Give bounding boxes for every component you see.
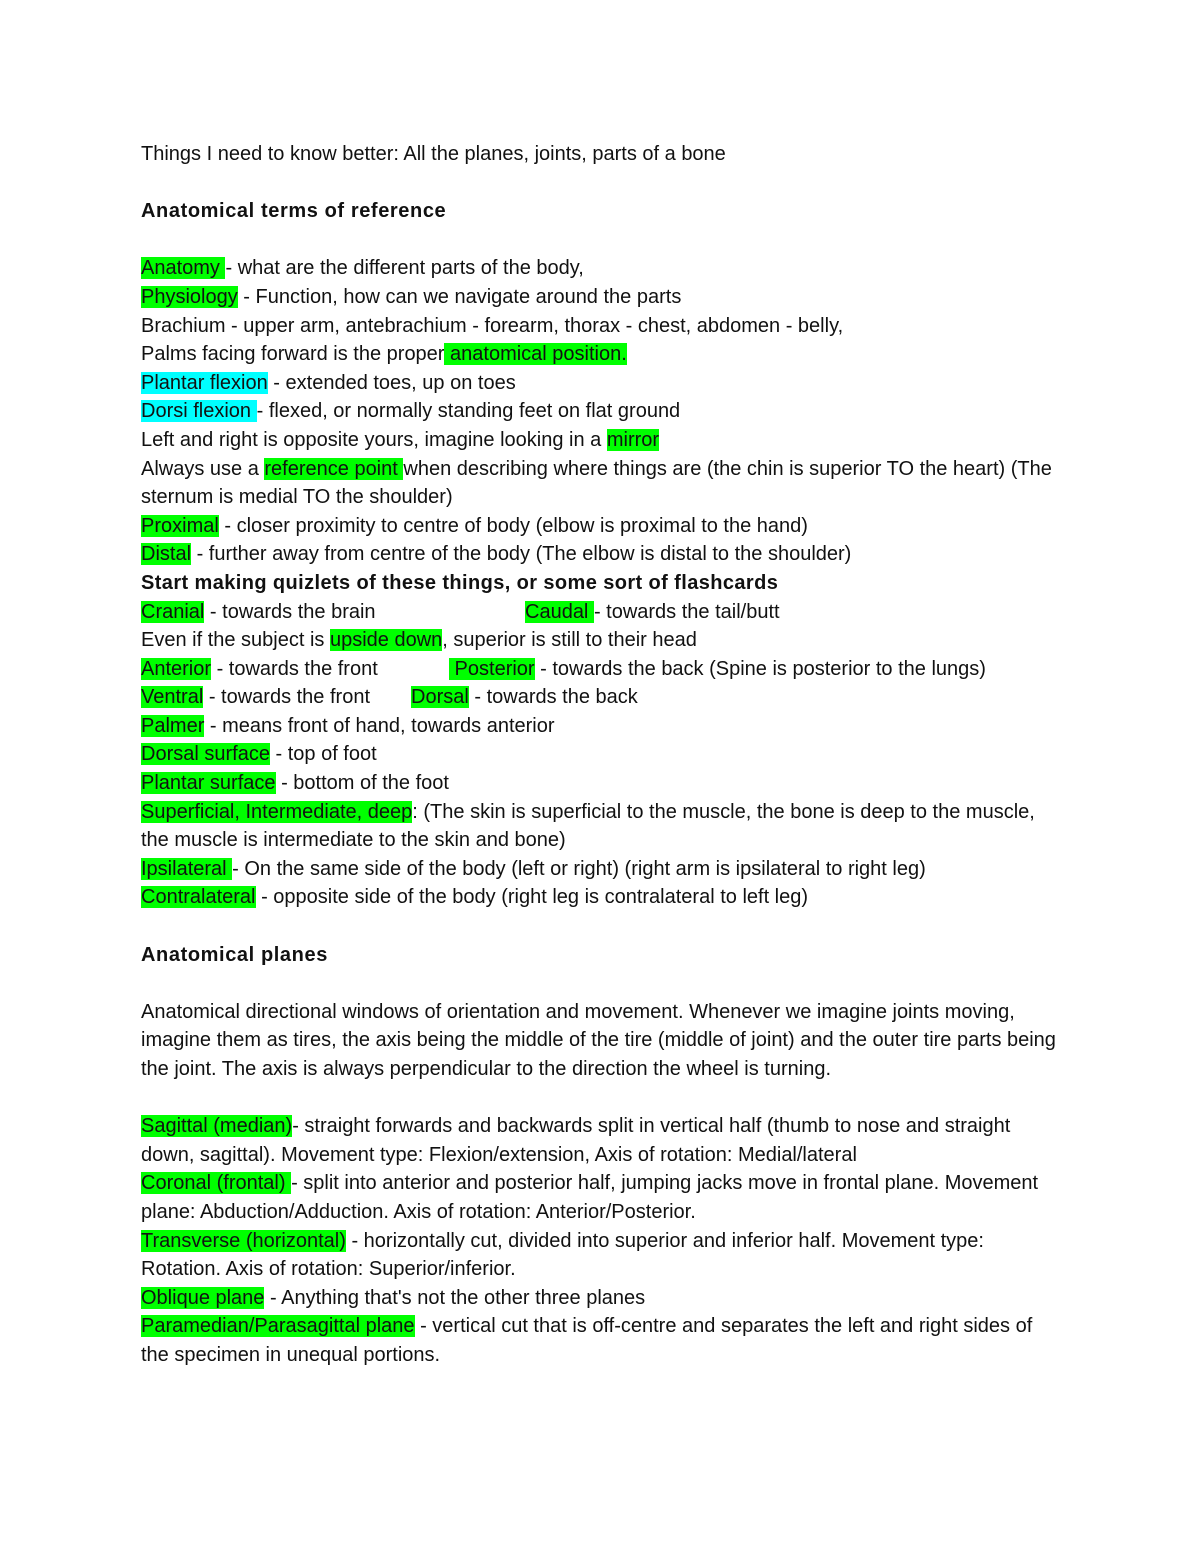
highlighted-term: Superficial, Intermediate, deep — [141, 800, 413, 823]
definition: - towards the back — [468, 686, 638, 709]
highlighted-term: Cranial — [141, 600, 205, 623]
highlighted-term: Posterior — [449, 657, 535, 680]
term-reference-point — [141, 455, 1061, 512]
cranial-cell — [141, 598, 525, 627]
definition: Even if the subject is — [141, 629, 330, 652]
highlighted-term: Coronal (frontal) — [141, 1172, 292, 1195]
highlighted-term: Transverse (horizontal) — [141, 1229, 346, 1252]
highlighted-term: Proximal — [141, 514, 219, 537]
highlighted-term: upside down — [329, 629, 443, 652]
definition: - towards the back (Spine is posterior to the lungs) — [534, 657, 986, 680]
highlighted-term: anatomical position. — [444, 343, 627, 366]
definition: - On the same side of the body (left or right) (right arm is ipsilateral to right leg) — [232, 857, 926, 880]
highlighted-term: Ventral — [141, 686, 204, 709]
definition: - bottom of the foot — [275, 772, 449, 795]
definition: : (The skin is superficial to the muscle, the bone is deep to the muscle, the muscle is intermediate to the skin and bone) — [141, 800, 1041, 852]
plane-coronal — [141, 1169, 1061, 1226]
term-anterior-posterior — [141, 655, 1061, 684]
term-mirror — [141, 426, 1061, 455]
definition: - means front of hand, towards anterior — [204, 714, 555, 737]
highlighted-term: Anatomy — [141, 257, 226, 280]
definition: - horizontally cut, divided into superior and inferior half. Movement type: Rotation. Axis of rotation: Superior/inferior. — [141, 1229, 990, 1281]
intro-line: Things I need to know better: All the planes, joints, parts of a bone — [141, 143, 726, 165]
definition: - split into anterior and posterior half, jumping jacks move in frontal plane. Movement plane: Abduction/Adduction. Axis of rotation: Anterior/Posterior. — [141, 1172, 1044, 1223]
term-distal — [141, 540, 1061, 569]
plane-paramedian — [141, 1312, 1061, 1369]
definition: - closer proximity to centre of body (elbow is proximal to the hand) — [218, 514, 808, 537]
definition: - towards the front — [211, 657, 378, 680]
definition: Always use a — [141, 457, 265, 480]
definition: - Anything that's not the other three planes — [264, 1286, 646, 1309]
plane-oblique — [141, 1284, 1061, 1313]
term-plantar-surface — [141, 769, 1061, 798]
document-body — [141, 140, 1061, 1370]
planes-intro: Anatomical directional windows of orientation and movement. Whenever we imagine joints moving, imagine them as tires, the axis being the middle of the tire (middle of joint) and the outer tire parts being the joint. The axis is always perpendicular to the direction the wheel is turning. — [141, 1000, 1062, 1080]
highlighted-term: Dorsal — [411, 686, 469, 709]
term-ipsilateral — [141, 855, 1061, 884]
term-anatomical-position — [141, 340, 1061, 369]
definition: - further away from centre of the body (The elbow is distal to the shoulder) — [191, 543, 852, 566]
definition: - vertical cut that is off-centre and separates the left and right sides of the specimen in unequal portions. — [141, 1315, 1038, 1366]
definition: - towards the front — [203, 686, 371, 709]
definition: , superior is still to their head — [442, 629, 697, 652]
highlighted-term: Caudal — [525, 600, 594, 623]
highlighted-term: Contralateral — [141, 886, 256, 909]
definition: Left and right is opposite yours, imagine looking in a — [141, 428, 607, 451]
definition: - opposite side of the body (right leg is contralateral to left leg) — [255, 886, 809, 909]
term-dorsal-surface — [141, 740, 1061, 769]
plane-sagittal — [141, 1112, 1061, 1169]
definition: - towards the tail/butt — [593, 600, 780, 623]
ventral-cell — [141, 683, 411, 712]
highlighted-term: Dorsal surface — [141, 743, 270, 766]
plane-transverse — [141, 1227, 1061, 1284]
highlighted-term: Oblique plane — [141, 1286, 265, 1309]
highlighted-term: Dorsi flexion — [141, 400, 257, 423]
highlighted-term: Paramedian/Parasagittal plane — [141, 1315, 415, 1338]
definition: Palms facing forward is the proper — [141, 343, 445, 366]
highlighted-term: Palmer — [141, 714, 205, 737]
term-cranial-caudal — [141, 598, 1061, 627]
highlighted-term: Distal — [141, 543, 192, 566]
highlighted-term: reference point — [264, 457, 404, 480]
highlighted-term: Physiology — [141, 285, 238, 308]
definition: - Function, how can we navigate around the parts — [237, 285, 682, 308]
term-ventral-dorsal — [141, 683, 1061, 712]
term-physiology — [141, 283, 1061, 312]
section-heading-planes: Anatomical planes — [141, 943, 328, 966]
term-superficial — [141, 798, 1061, 855]
definition: - towards the brain — [204, 600, 376, 623]
anterior-cell — [141, 655, 449, 684]
term-upside-down — [141, 626, 1061, 655]
brachium-line: Brachium - upper arm, antebrachium - forearm, thorax - chest, abdomen - belly, — [141, 314, 844, 337]
definition: when describing where things are (the chin is superior TO the heart) (The sternum is medial TO the shoulder) — [141, 457, 1058, 509]
term-anatomy — [141, 254, 1061, 283]
term-contralateral — [141, 883, 1061, 912]
flashcards-note: Start making quizlets of these things, or some sort of flashcards — [141, 571, 779, 594]
highlighted-term: Ipsilateral — [141, 857, 233, 880]
definition: - top of foot — [269, 743, 377, 766]
highlighted-term: mirror — [606, 428, 660, 451]
definition: - straight forwards and backwards split in vertical half (thumb to nose and straight down, sagittal). Movement type: Flexion/extension, Axis of rotation: Medial/lateral — [141, 1115, 1016, 1166]
term-dorsi-flexion — [141, 397, 1061, 426]
highlighted-term: Anterior — [141, 657, 212, 680]
definition: - extended toes, up on toes — [267, 371, 516, 394]
highlighted-term: Plantar flexion — [141, 371, 268, 394]
section-heading-terms: Anatomical terms of reference — [141, 200, 447, 223]
term-plantar-flexion — [141, 369, 1061, 398]
term-proximal — [141, 512, 1061, 541]
highlighted-term: Sagittal (median) — [141, 1115, 293, 1138]
term-palmer — [141, 712, 1061, 741]
highlighted-term: Plantar surface — [141, 772, 276, 795]
definition: - what are the different parts of the body, — [225, 257, 584, 280]
definition: - flexed, or normally standing feet on flat ground — [256, 400, 681, 423]
